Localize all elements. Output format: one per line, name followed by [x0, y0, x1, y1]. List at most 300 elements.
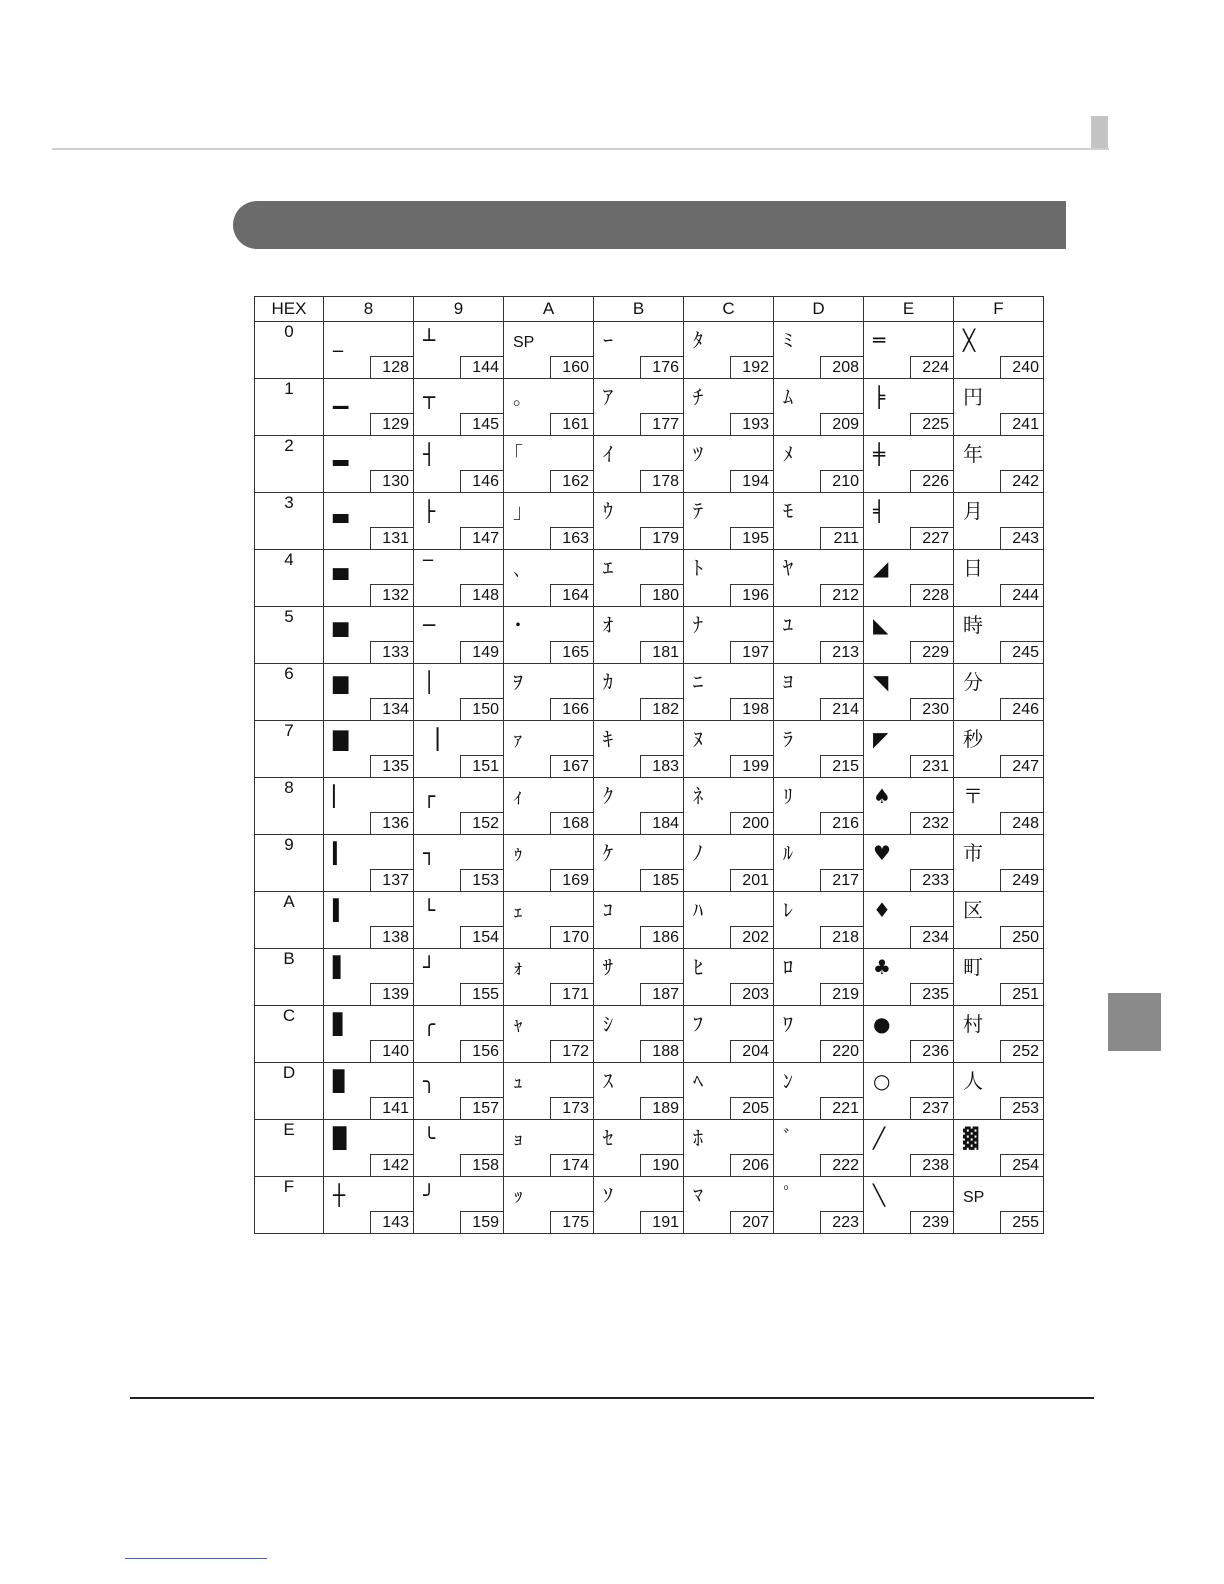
- char-code: 174: [550, 1154, 593, 1176]
- char-code: 147: [460, 527, 503, 549]
- char-code: 234: [910, 926, 953, 948]
- char-cell: [414, 664, 504, 721]
- char-glyph: ┬: [423, 385, 436, 409]
- table-row: [255, 550, 1044, 607]
- char-code: 175: [550, 1211, 593, 1233]
- char-glyph: │: [423, 670, 436, 694]
- char-code: 181: [640, 641, 683, 663]
- char-cell: [864, 379, 954, 436]
- char-code: 160: [550, 356, 593, 378]
- char-cell: [414, 1063, 504, 1120]
- section-title-bar: [233, 201, 1066, 249]
- char-cell: [774, 322, 864, 379]
- char-glyph: 区: [963, 898, 983, 922]
- char-code: 221: [820, 1097, 863, 1119]
- char-code: 185: [640, 869, 683, 891]
- row-header: 1: [255, 379, 324, 436]
- char-code: 233: [910, 869, 953, 891]
- char-code: 156: [460, 1040, 503, 1062]
- char-code: 184: [640, 812, 683, 834]
- table-row: [255, 892, 1044, 949]
- char-cell: [594, 835, 684, 892]
- char-glyph: ｪ: [513, 898, 523, 922]
- char-cell: [684, 1120, 774, 1177]
- char-code: 162: [550, 470, 593, 492]
- char-glyph: ｽ: [603, 1069, 613, 1093]
- char-code: 241: [1000, 413, 1043, 435]
- char-code: 173: [550, 1097, 593, 1119]
- char-code: 188: [640, 1040, 683, 1062]
- char-cell: [684, 892, 774, 949]
- char-code: 248: [1000, 812, 1043, 834]
- char-code: 180: [640, 584, 683, 606]
- row-header: B: [255, 949, 324, 1006]
- char-glyph: ┐: [423, 841, 436, 865]
- char-glyph: ､: [513, 556, 523, 580]
- char-code: 131: [370, 527, 413, 549]
- char-cell: [774, 778, 864, 835]
- char-cell: [324, 664, 414, 721]
- char-glyph: ｰ: [603, 328, 613, 352]
- char-cell: [594, 721, 684, 778]
- char-glyph: ﾑ: [783, 385, 793, 409]
- char-code: 249: [1000, 869, 1043, 891]
- char-glyph: ﾉ: [693, 841, 703, 865]
- char-code: 153: [460, 869, 503, 891]
- char-glyph: ▏: [333, 784, 349, 808]
- char-glyph: ▂: [333, 442, 349, 466]
- char-code: 166: [550, 698, 593, 720]
- column-header: 9: [414, 297, 504, 322]
- char-glyph: ♥: [873, 841, 891, 865]
- char-glyph: ｡: [513, 385, 523, 409]
- char-glyph: ｢: [513, 442, 523, 466]
- char-glyph: ◥: [873, 670, 889, 694]
- char-code: 252: [1000, 1040, 1043, 1062]
- char-cell: [864, 1120, 954, 1177]
- char-cell: [504, 892, 594, 949]
- char-cell: [324, 379, 414, 436]
- char-cell: [414, 778, 504, 835]
- char-cell: [324, 1177, 414, 1234]
- char-glyph: ｩ: [513, 841, 523, 865]
- char-code: 207: [730, 1211, 773, 1233]
- char-cell: [684, 436, 774, 493]
- char-code: 206: [730, 1154, 773, 1176]
- char-cell: [774, 607, 864, 664]
- char-cell: [774, 1177, 864, 1234]
- char-glyph: ﾙ: [783, 841, 793, 865]
- char-code: 140: [370, 1040, 413, 1062]
- char-cell: [954, 1006, 1044, 1063]
- char-code: 148: [460, 584, 503, 606]
- char-cell: [504, 322, 594, 379]
- char-glyph: ﾄ: [693, 556, 703, 580]
- char-glyph: 市: [963, 841, 983, 865]
- char-glyph: └: [423, 898, 436, 922]
- char-glyph: ｨ: [513, 784, 523, 808]
- char-code: 238: [910, 1154, 953, 1176]
- table-row: [255, 1063, 1044, 1120]
- char-cell: [684, 493, 774, 550]
- char-cell: [954, 892, 1044, 949]
- char-code: 189: [640, 1097, 683, 1119]
- char-code: 243: [1000, 527, 1043, 549]
- char-glyph: ｸ: [603, 784, 613, 808]
- char-glyph: ｷ: [603, 727, 613, 751]
- char-code: 224: [910, 356, 953, 378]
- char-cell: [504, 1006, 594, 1063]
- table-row: [255, 721, 1044, 778]
- table-row: [255, 949, 1044, 1006]
- char-cell: [954, 379, 1044, 436]
- char-cell: [774, 379, 864, 436]
- char-glyph: ｱ: [603, 385, 613, 409]
- table-row: [255, 379, 1044, 436]
- char-code: 146: [460, 470, 503, 492]
- char-cell: [324, 550, 414, 607]
- char-cell: [684, 322, 774, 379]
- char-glyph: ｵ: [603, 613, 613, 637]
- char-cell: [324, 1006, 414, 1063]
- char-glyph: ｻ: [603, 955, 613, 979]
- char-glyph: ﾕ: [783, 613, 793, 637]
- char-glyph: ○: [873, 1069, 891, 1093]
- char-cell: [414, 1006, 504, 1063]
- char-cell: [504, 1063, 594, 1120]
- char-cell: [954, 1063, 1044, 1120]
- char-code: 229: [910, 641, 953, 663]
- char-cell: [774, 1006, 864, 1063]
- char-glyph: ▎: [333, 841, 349, 865]
- char-code: 237: [910, 1097, 953, 1119]
- char-glyph: ╲: [873, 1183, 886, 1207]
- char-code: 136: [370, 812, 413, 834]
- char-glyph: ﾗ: [783, 727, 793, 751]
- char-glyph: ﾆ: [693, 670, 703, 694]
- char-code: 254: [1000, 1154, 1043, 1176]
- char-code: 202: [730, 926, 773, 948]
- char-glyph: ｲ: [603, 442, 613, 466]
- char-glyph: 分: [963, 670, 983, 694]
- char-glyph: ┤: [423, 442, 436, 466]
- char-cell: [684, 664, 774, 721]
- char-cell: [954, 1177, 1044, 1234]
- char-code: 161: [550, 413, 593, 435]
- char-glyph: ﾈ: [693, 784, 703, 808]
- table-row: [255, 436, 1044, 493]
- char-glyph: ﾁ: [693, 385, 703, 409]
- char-cell: [594, 778, 684, 835]
- char-glyph: ﾀ: [693, 328, 703, 352]
- char-cell: [504, 835, 594, 892]
- char-glyph: 人: [963, 1069, 983, 1093]
- char-cell: [864, 721, 954, 778]
- char-code: 218: [820, 926, 863, 948]
- column-header: D: [774, 297, 864, 322]
- char-glyph: ｣: [513, 499, 523, 523]
- char-code: 219: [820, 983, 863, 1005]
- char-cell: [324, 949, 414, 1006]
- char-cell: [864, 892, 954, 949]
- char-glyph: ╪: [873, 442, 886, 466]
- char-code: 197: [730, 641, 773, 663]
- hex-header: HEX: [255, 297, 324, 322]
- char-code: 157: [460, 1097, 503, 1119]
- char-glyph: ﾍ: [693, 1069, 703, 1093]
- char-glyph: ╮: [423, 1069, 436, 1093]
- header-tab-marker: [1091, 116, 1108, 148]
- char-glyph: 秒: [963, 727, 983, 751]
- char-code: 145: [460, 413, 503, 435]
- char-cell: [864, 1177, 954, 1234]
- char-code: 139: [370, 983, 413, 1005]
- char-code: 142: [370, 1154, 413, 1176]
- char-glyph: ┌: [423, 784, 436, 808]
- char-cell: [324, 835, 414, 892]
- char-glyph: ﾏ: [693, 1183, 703, 1207]
- char-glyph: ▊: [333, 1069, 349, 1093]
- char-cell: [774, 664, 864, 721]
- char-code: 132: [370, 584, 413, 606]
- char-glyph: ♦: [873, 898, 891, 922]
- char-glyph: ◢: [873, 556, 889, 580]
- char-code: 210: [820, 470, 863, 492]
- char-glyph: ｹ: [603, 841, 613, 865]
- table-row: [255, 778, 1044, 835]
- char-glyph: ﾐ: [783, 328, 793, 352]
- char-code: 212: [820, 584, 863, 606]
- char-glyph: 村: [963, 1012, 983, 1036]
- char-code: 255: [1000, 1211, 1043, 1233]
- char-cell: [414, 493, 504, 550]
- char-cell: [864, 550, 954, 607]
- char-code: 239: [910, 1211, 953, 1233]
- char-glyph: ‾: [423, 556, 433, 580]
- char-code: 216: [820, 812, 863, 834]
- char-code: 223: [820, 1211, 863, 1233]
- char-glyph: ﾃ: [693, 499, 703, 523]
- table-row: [255, 1006, 1044, 1063]
- table-row: [255, 835, 1044, 892]
- char-cell: [954, 835, 1044, 892]
- char-cell: [594, 379, 684, 436]
- char-cell: [954, 949, 1044, 1006]
- char-code: 196: [730, 584, 773, 606]
- char-glyph: ｴ: [603, 556, 613, 580]
- char-code: 168: [550, 812, 593, 834]
- char-code: 150: [460, 698, 503, 720]
- char-cell: [594, 1063, 684, 1120]
- char-glyph: ｶ: [603, 670, 613, 694]
- row-header: D: [255, 1063, 324, 1120]
- table-row: [255, 493, 1044, 550]
- char-code: 149: [460, 641, 503, 663]
- char-cell: [954, 493, 1044, 550]
- char-glyph: ｯ: [513, 1183, 523, 1207]
- char-code: 236: [910, 1040, 953, 1062]
- char-code: 225: [910, 413, 953, 435]
- char-glyph: ◣: [873, 613, 889, 637]
- char-code: 253: [1000, 1097, 1043, 1119]
- char-glyph: ♣: [873, 955, 891, 979]
- char-cell: [324, 1120, 414, 1177]
- char-cell: [414, 1120, 504, 1177]
- char-code: 130: [370, 470, 413, 492]
- char-cell: [414, 607, 504, 664]
- char-code: 144: [460, 356, 503, 378]
- char-code: 230: [910, 698, 953, 720]
- table-row: [255, 322, 1044, 379]
- char-code: 143: [370, 1211, 413, 1233]
- char-cell: [594, 436, 684, 493]
- char-code: 245: [1000, 641, 1043, 663]
- char-code: 228: [910, 584, 953, 606]
- char-code: 226: [910, 470, 953, 492]
- char-cell: [774, 1063, 864, 1120]
- char-cell: [684, 550, 774, 607]
- char-cell: [414, 436, 504, 493]
- footer-rule: [130, 1397, 1094, 1399]
- char-cell: [324, 1063, 414, 1120]
- char-cell: [594, 892, 684, 949]
- row-header: 9: [255, 835, 324, 892]
- char-cell: [954, 721, 1044, 778]
- char-glyph: 月: [963, 499, 983, 523]
- column-header: C: [684, 297, 774, 322]
- chapter-thumb-tab: [1108, 993, 1161, 1051]
- char-code: 133: [370, 641, 413, 663]
- char-glyph: ▇: [333, 727, 349, 751]
- char-cell: [504, 550, 594, 607]
- char-cell: [954, 550, 1044, 607]
- char-cell: [414, 949, 504, 1006]
- char-cell: [324, 493, 414, 550]
- char-glyph: ▆: [333, 670, 349, 694]
- char-code: 209: [820, 413, 863, 435]
- char-cell: [864, 322, 954, 379]
- char-cell: [684, 1006, 774, 1063]
- character-code-table: [254, 296, 1044, 1234]
- char-cell: [504, 1177, 594, 1234]
- char-glyph: ﾒ: [783, 442, 793, 466]
- char-glyph: ｺ: [603, 898, 613, 922]
- char-cell: [954, 322, 1044, 379]
- char-code: 247: [1000, 755, 1043, 777]
- char-code: 192: [730, 356, 773, 378]
- char-code: 134: [370, 698, 413, 720]
- char-cell: [864, 949, 954, 1006]
- char-code: 217: [820, 869, 863, 891]
- char-code: 151: [460, 755, 503, 777]
- char-code: 231: [910, 755, 953, 777]
- char-cell: [774, 949, 864, 1006]
- char-code: 164: [550, 584, 593, 606]
- char-glyph: ﾟ: [783, 1183, 793, 1207]
- char-glyph: ▓: [963, 1126, 979, 1150]
- char-code: 195: [730, 527, 773, 549]
- char-cell: [864, 493, 954, 550]
- char-code: 251: [1000, 983, 1043, 1005]
- char-code: 155: [460, 983, 503, 1005]
- char-glyph: ╯: [423, 1183, 436, 1207]
- char-glyph: ｿ: [603, 1183, 613, 1207]
- char-cell: [774, 835, 864, 892]
- char-cell: [594, 322, 684, 379]
- char-code: 171: [550, 983, 593, 1005]
- char-cell: [594, 493, 684, 550]
- char-code: 194: [730, 470, 773, 492]
- char-code: 170: [550, 926, 593, 948]
- char-code: 211: [820, 527, 863, 549]
- char-cell: [414, 892, 504, 949]
- char-glyph: ﾜ: [783, 1012, 793, 1036]
- char-glyph: 町: [963, 955, 983, 979]
- row-header: A: [255, 892, 324, 949]
- char-code: 250: [1000, 926, 1043, 948]
- char-cell: [504, 778, 594, 835]
- char-cell: [864, 436, 954, 493]
- char-code: 198: [730, 698, 773, 720]
- table-row: [255, 664, 1044, 721]
- char-code: 208: [820, 356, 863, 378]
- table-row: [255, 607, 1044, 664]
- char-code: 182: [640, 698, 683, 720]
- char-glyph: ｧ: [513, 727, 523, 751]
- char-glyph: ﾇ: [693, 727, 703, 751]
- char-glyph: ﾚ: [783, 898, 793, 922]
- char-glyph: ▄: [333, 556, 349, 580]
- header-rule: [52, 148, 1109, 150]
- char-cell: [684, 835, 774, 892]
- table-row: [255, 1120, 1044, 1177]
- char-glyph: ﾘ: [783, 784, 793, 808]
- row-header: E: [255, 1120, 324, 1177]
- char-cell: [954, 778, 1044, 835]
- char-code: 232: [910, 812, 953, 834]
- char-cell: [774, 436, 864, 493]
- char-glyph: ▋: [333, 1012, 349, 1036]
- char-glyph: ┴: [423, 328, 436, 352]
- char-cell: [684, 379, 774, 436]
- char-cell: [684, 1063, 774, 1120]
- char-glyph: ﾛ: [783, 955, 793, 979]
- char-code: 186: [640, 926, 683, 948]
- char-glyph: ﾞ: [783, 1126, 793, 1150]
- char-code: 137: [370, 869, 413, 891]
- char-cell: [594, 1006, 684, 1063]
- char-cell: [864, 778, 954, 835]
- char-code: 190: [640, 1154, 683, 1176]
- char-cell: [864, 664, 954, 721]
- char-glyph: ｫ: [513, 955, 523, 979]
- char-code: 227: [910, 527, 953, 549]
- char-cell: [594, 1177, 684, 1234]
- char-glyph: ｭ: [513, 1069, 523, 1093]
- char-cell: [954, 607, 1044, 664]
- footer-link-underline: [125, 1558, 267, 1559]
- char-code: 183: [640, 755, 683, 777]
- char-cell: [684, 778, 774, 835]
- char-cell: [324, 721, 414, 778]
- char-cell: [774, 550, 864, 607]
- char-cell: [774, 1120, 864, 1177]
- table-row: [255, 1177, 1044, 1234]
- char-glyph: ▅: [333, 613, 349, 637]
- char-cell: [324, 322, 414, 379]
- char-glyph: ﾝ: [783, 1069, 793, 1093]
- char-glyph: ﾊ: [693, 898, 703, 922]
